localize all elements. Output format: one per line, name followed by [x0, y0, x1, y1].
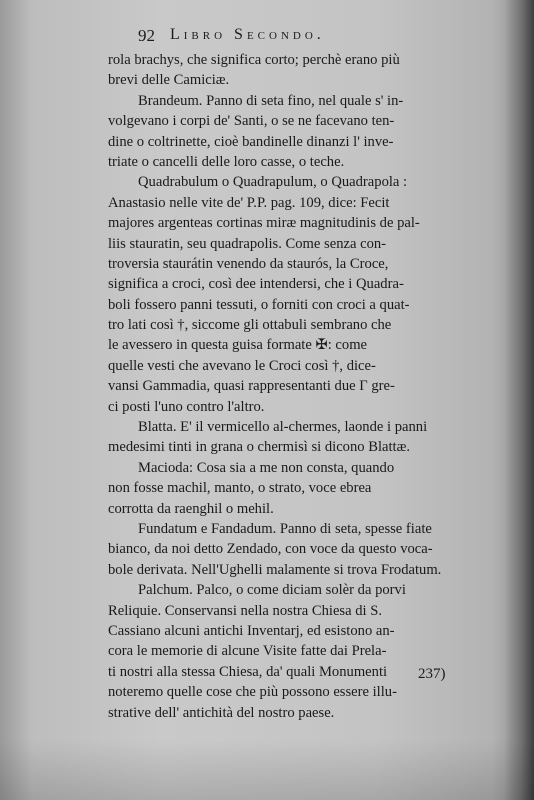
- text-line: triate o cancelli delle loro casse, o teche.: [108, 153, 345, 170]
- text-line: cora le memorie di alcune Visite fatte dai Prela-: [108, 643, 387, 660]
- footnote-marker: 237): [418, 666, 446, 682]
- text-line: significa a croci, così dee intendersi, che i Quadra-: [108, 276, 404, 293]
- text-line: corrotta da raenghil o mehil.: [108, 500, 274, 517]
- text-line: Reliquie. Conservansi nella nostra Chiesa di S.: [108, 602, 382, 619]
- page-bottom-shadow: [0, 740, 534, 800]
- running-title: Libro Secondo.: [170, 26, 325, 43]
- text-line: Palchum. Palco, o come diciam solèr da porvi: [138, 582, 406, 599]
- text-line: medesimi tinti in grana o chermisì si dicono Blattæ.: [108, 439, 410, 456]
- text-line: bole derivata. Nell'Ughelli malamente si trova Frodatum.: [108, 561, 442, 578]
- text-line: Cassiano alcuni antichi Inventarj, ed esistono an-: [108, 622, 395, 639]
- text-line: non fosse machil, manto, o strato, voce ebrea: [108, 480, 372, 497]
- text-line: liis stauratin, seu quadrapolis. Come senza con-: [108, 235, 387, 252]
- text-line: Macioda: Cosa sia a me non consta, quando: [138, 459, 395, 476]
- text-line: Quadrabulum o Quadrapulum, o Quadrapola :: [138, 174, 408, 191]
- text-line: Brandeum. Panno di seta fino, nel quale s' in-: [138, 92, 404, 109]
- text-line: rola brachys, che significa corto; perchè erano più: [108, 52, 400, 68]
- body-text: [108, 50, 488, 723]
- page-number: 92: [138, 26, 155, 45]
- text-line: noteremo quelle cose che più possono essere illu-: [108, 684, 397, 701]
- text-line: majores argenteas cortinas miræ magnitudinis de pal-: [108, 215, 420, 232]
- text-line: quelle vesti che avevano le Croci così †, dice-: [108, 357, 376, 374]
- text-line: troversia staurátin venendo da staurós, la Croce,: [108, 255, 389, 272]
- text-line: strative dell' antichità del nostro paese.: [108, 704, 335, 721]
- text-line: Blatta. E' il vermicello al-chermes, laonde i panni: [138, 419, 428, 436]
- text-line: Fundatum e Fandadum. Panno di seta, spesse fiate: [138, 520, 432, 537]
- text-line: brevi delle Camiciæ.: [108, 72, 230, 89]
- text-line: le avessero in questa guisa formate ✠: come: [108, 337, 368, 354]
- text-line: ti nostri alla stessa Chiesa, da' quali Monumenti: [108, 663, 388, 680]
- page-gutter-shadow: [504, 0, 534, 800]
- page-header: [138, 26, 438, 48]
- text-line: volgevano i corpi de' Santi, o se ne facevano ten-: [108, 113, 395, 130]
- text-line: tro lati così †, siccome gli ottabuli sembrano che: [108, 317, 392, 334]
- text-line: vansi Gammadia, quasi rappresentanti due Γ gre-: [108, 378, 395, 395]
- text-line: boli fossero panni tessuti, o forniti con croci a quat-: [108, 296, 410, 313]
- text-line: ci posti l'uno contro l'altro.: [108, 398, 265, 415]
- text-line: dine o coltrinette, cioè bandinelle dinanzi l' inve-: [108, 133, 394, 150]
- text-line: bianco, da noi detto Zendado, con voce da questo voca-: [108, 541, 433, 558]
- text-line: Anastasio nelle vite de' P.P. pag. 109, dice: Fecit: [108, 194, 390, 211]
